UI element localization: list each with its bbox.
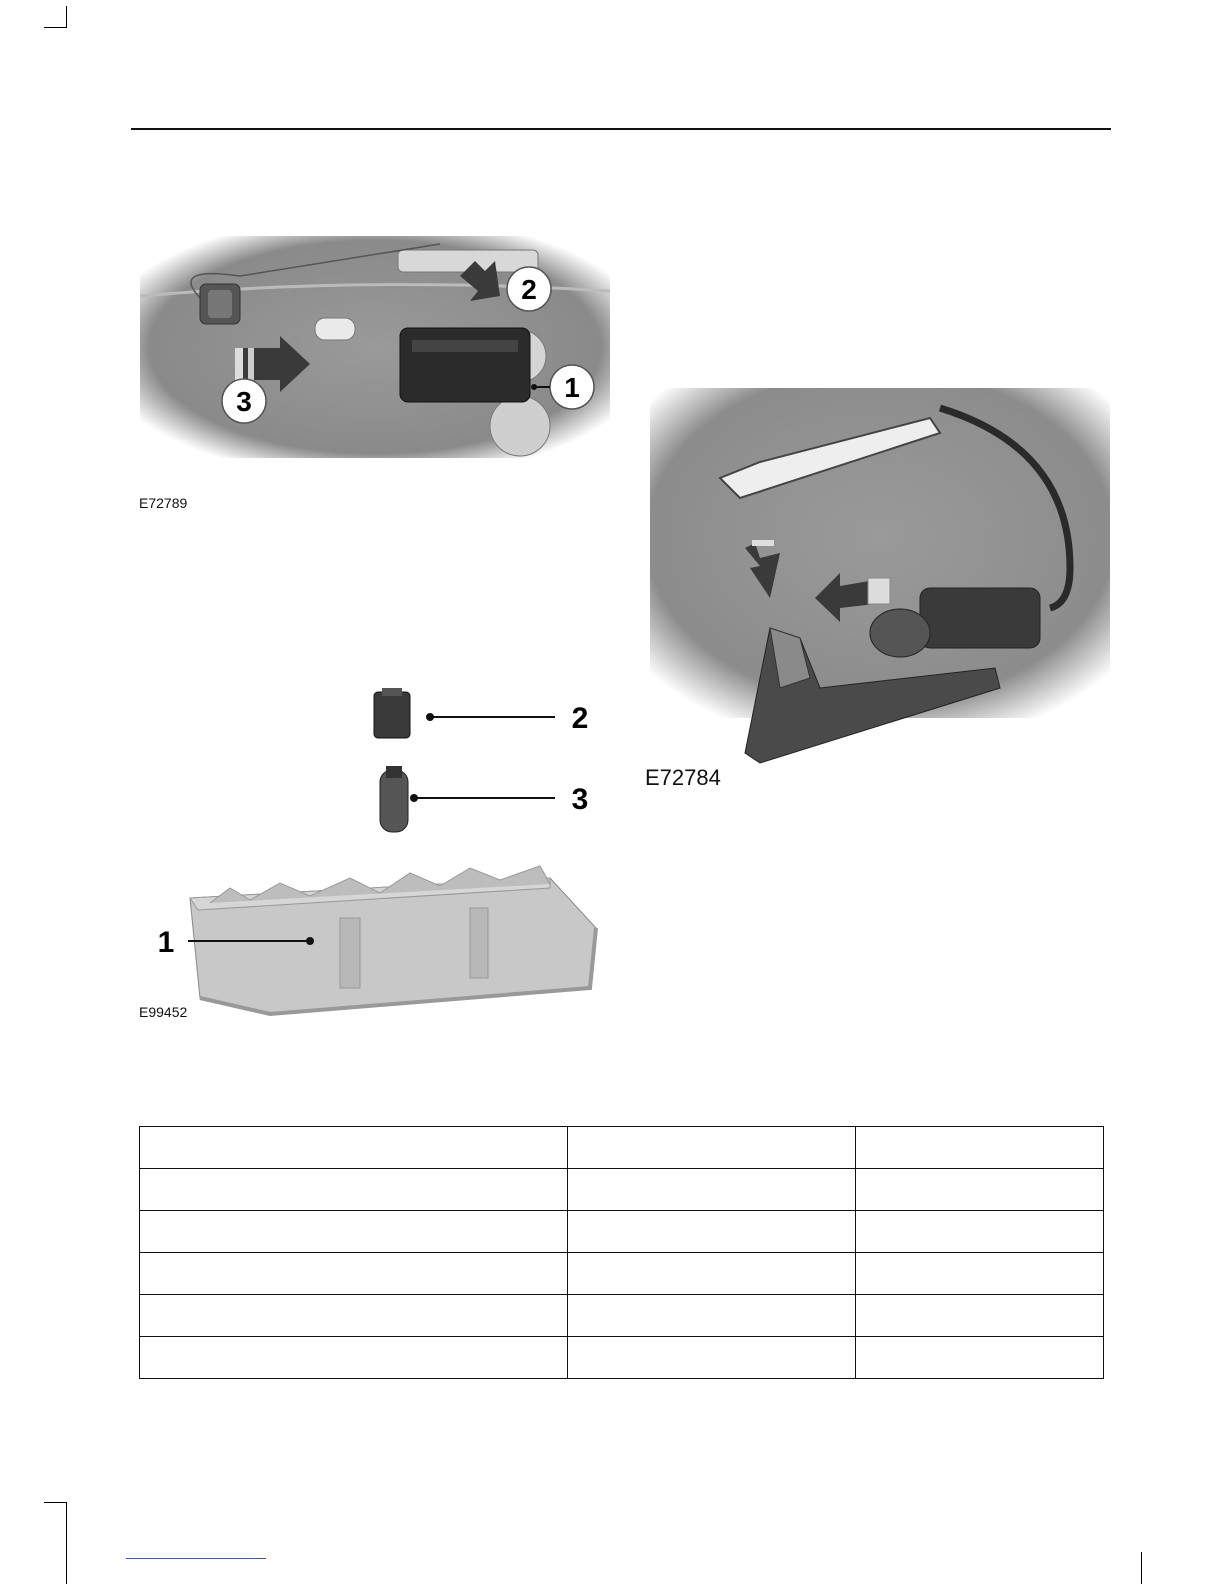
figure-e72789 [140, 236, 610, 458]
table-cell [140, 1169, 568, 1211]
table-cell [568, 1295, 856, 1337]
table-row [140, 1211, 1104, 1253]
table-row [140, 1127, 1104, 1169]
figure-code-e72784: E72784 [645, 765, 721, 790]
table-cell [856, 1127, 1104, 1169]
crop-mark-bottom-left-v [66, 1502, 67, 1584]
table-cell [856, 1211, 1104, 1253]
table-cell [140, 1295, 568, 1337]
crop-mark-bottom-left-h [44, 1502, 67, 1503]
crop-mark-bottom-right-v [1141, 1552, 1142, 1584]
crop-mark-top-left-v [66, 6, 67, 28]
callout-1-label: 1 [157, 926, 175, 959]
table-cell [568, 1211, 856, 1253]
table-cell [856, 1253, 1104, 1295]
crop-mark-top-left-h [44, 27, 67, 28]
table-row [140, 1253, 1104, 1295]
table-cell [568, 1169, 856, 1211]
callout-3-label: 3 [571, 783, 589, 816]
table-row [140, 1337, 1104, 1379]
table-row [140, 1169, 1104, 1211]
table-cell [140, 1211, 568, 1253]
callout-3-label: 3 [236, 386, 252, 417]
header-rule [131, 128, 1111, 130]
callout-2-label: 2 [521, 274, 537, 305]
table-cell [140, 1337, 568, 1379]
footer-link-underline[interactable] [126, 1558, 266, 1559]
table-row [140, 1295, 1104, 1337]
table-cell [856, 1295, 1104, 1337]
table-cell [568, 1253, 856, 1295]
table-cell [140, 1253, 568, 1295]
figure-code-e72789: E72789 [139, 495, 188, 511]
figure-code-e99452: E99452 [139, 1004, 188, 1020]
bulb-specification-table [139, 1126, 1104, 1379]
figure-e99452 [150, 688, 600, 1018]
table-cell [140, 1127, 568, 1169]
table-cell [856, 1169, 1104, 1211]
callout-1-label: 1 [564, 372, 580, 403]
table-cell [568, 1337, 856, 1379]
figure-e72784 [650, 388, 1110, 764]
table-cell [568, 1127, 856, 1169]
table-cell [856, 1337, 1104, 1379]
callout-2-label: 2 [571, 702, 589, 735]
